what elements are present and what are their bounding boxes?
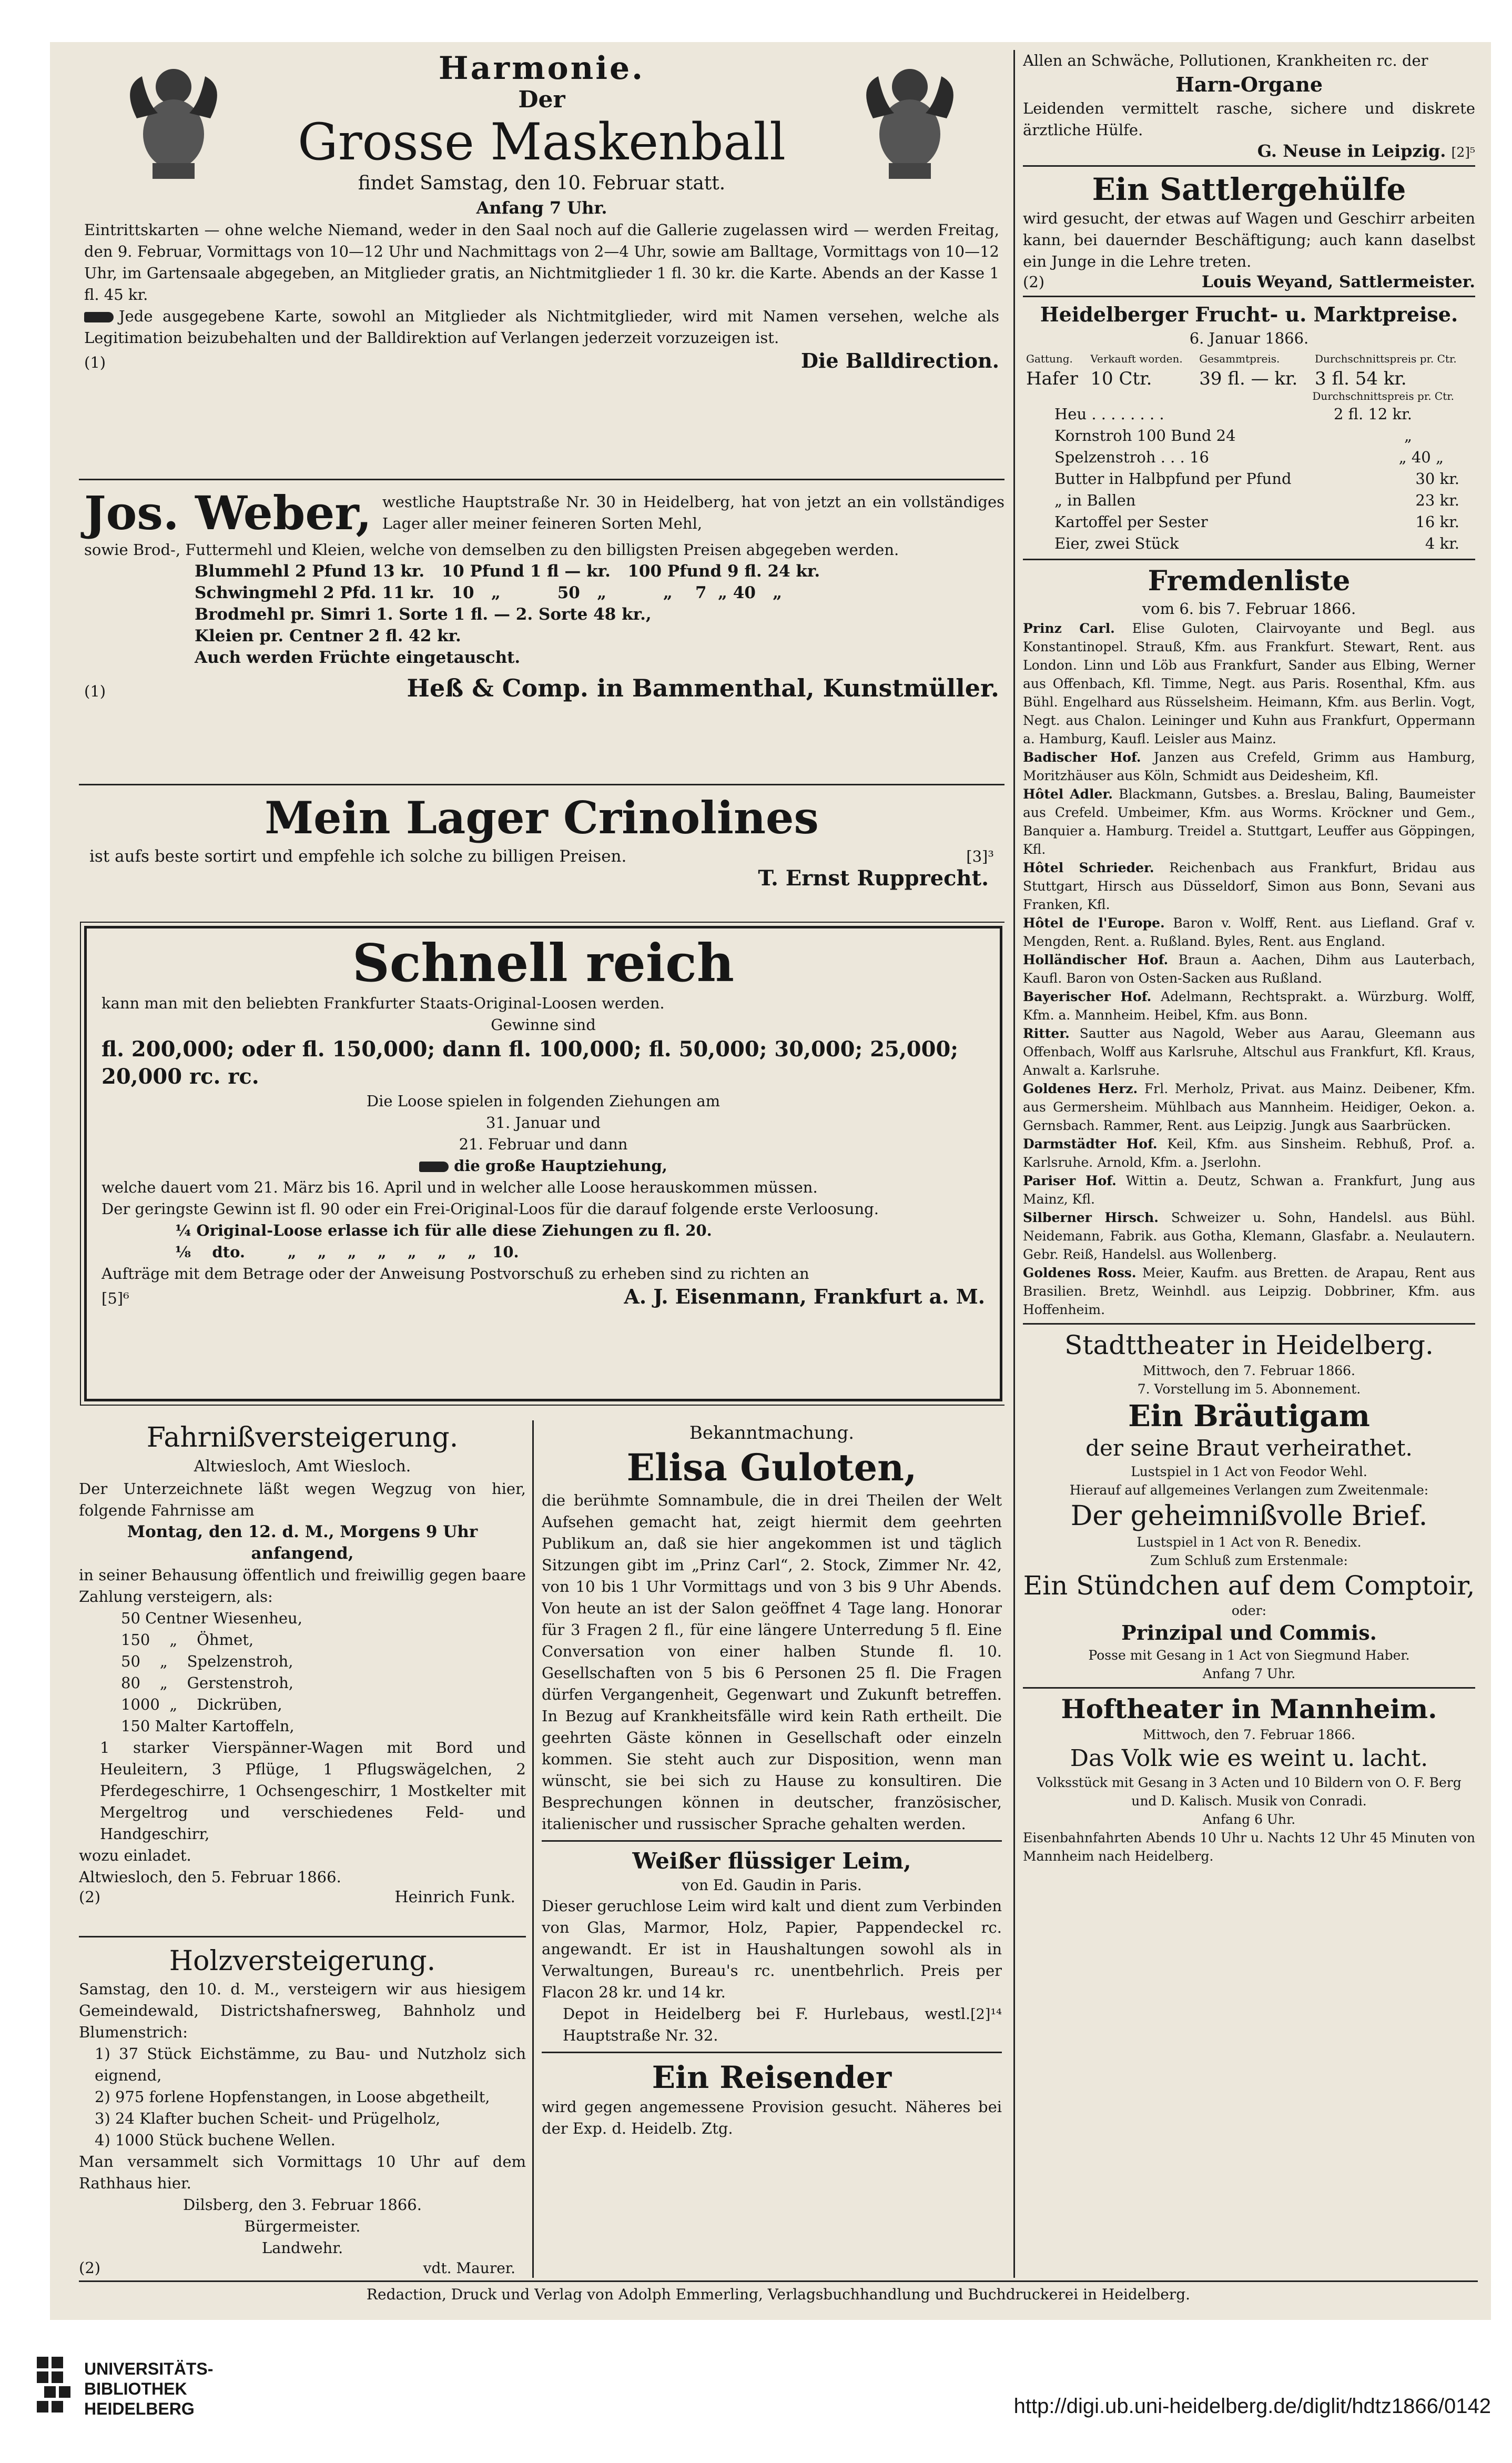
holz-intro: Samstag, den 10. d. M., versteigern wir aus hiesigem Gemeindewald, Districtshafnersweg, Bahnholz und Blumenstrich: bbox=[79, 1980, 526, 2041]
source-url[interactable]: http://digi.ub.uni-heidelberg.de/diglit/hdtz1866/0142 bbox=[1013, 2395, 1491, 2418]
fremden-hotel: Badischer Hof. bbox=[1023, 750, 1141, 765]
harmonie-headline: Grosse Maskenball bbox=[298, 113, 786, 171]
fremden-guests: Adelmann, Rechtsprakt. a. Würzburg. Wolff, Kfm. a. Mannheim. Heibel, Kfm. aus Bonn. bbox=[1023, 989, 1475, 1023]
schnell-loose1: ¼ Original-Loose erlasse ich für alle diese Ziehungen zu fl. 20. bbox=[175, 1222, 712, 1239]
harn-headline: Harn-Organe bbox=[1175, 73, 1323, 96]
holz-item: 3) 24 Klafter buchen Scheit- und Prügelholz, bbox=[95, 2109, 441, 2127]
markt-cell: Hafer bbox=[1026, 368, 1078, 389]
divider bbox=[79, 1936, 526, 1937]
markt-price: 23 kr. bbox=[1415, 491, 1459, 509]
harmonie-note bbox=[79, 306, 1004, 349]
library-footer bbox=[0, 2325, 1512, 2463]
library-name-line: UNIVERSITÄTS- bbox=[84, 2359, 214, 2378]
fahrnis-body: in seiner Behausung öffentlich und freiwillig gegen baare Zahlung versteigern, als: bbox=[79, 1566, 526, 1606]
fahrnis-title: Fahrnißversteigerung. bbox=[146, 1422, 459, 1453]
fremden-guests: Elise Guloten, Clairvoyante und Begl. aus Konstantinopel. Strauß, Kfm. aus Frankfurt. Stewart, Rent. aus London. Linn und Löb aus Frankfurt, Sander aus Elbing, Werner aus Offenbach, Kfl. Timme, Negt. aus Paris. Rosenthal, Kfm. aus Bühl. Engelhard aus Rüsselsheim. Heimann, Kfm. aus Berlin. Vogt, Negt. aus Chalon. Leininger und Kuhn aus Frankfurt, Oppermann a. Hamburg, Kaufl. Leisler aus Mainz. bbox=[1023, 621, 1475, 746]
stadttheater-play2c: Lustspiel in 1 Act von R. Benedix. bbox=[1136, 1535, 1362, 1550]
weber-price-line: Kleien pr. Centner 2 fl. 42 kr. bbox=[195, 627, 461, 645]
schnell-reich-ad bbox=[84, 926, 1002, 1401]
fremden-hotel: Hôtel Adler. bbox=[1023, 786, 1113, 802]
markt-item: Butter in Halbpfund per Pfund bbox=[1054, 470, 1292, 488]
library-name-line: HEIDELBERG bbox=[84, 2399, 195, 2418]
fremden-guests: Sautter aus Nagold, Weber aus Aarau, Gleemann aus Offenbach, Wolff aus Karlsruhe, Altschul aus Frankfurt, Kfl. Kraus, Anwalt a. Karlsruhe. bbox=[1023, 1026, 1475, 1078]
schnell-gewinne: Gewinne sind bbox=[491, 1016, 596, 1034]
leim-num: [2]¹⁴ bbox=[970, 2006, 1002, 2023]
fremden-hotel: Goldenes Herz. bbox=[1023, 1081, 1138, 1096]
fahrnis-dateline: Altwiesloch, den 5. Februar 1866. bbox=[79, 1868, 341, 1886]
stadttheater-play3: Ein Stündchen auf dem Comptoir, bbox=[1023, 1570, 1475, 1601]
markt-price: 2 fl. 12 kr. bbox=[1333, 405, 1412, 423]
markt-price: 4 kr. bbox=[1425, 534, 1459, 552]
stadttheater-zum: Zum Schluß zum Erstenmale: bbox=[1150, 1553, 1348, 1568]
pointing-hand-icon bbox=[84, 312, 114, 322]
weber-price-line: Blummehl 2 Pfund 13 kr. 10 Pfund 1 fl — kr. 100 Pfund 9 fl. 24 kr. bbox=[195, 562, 820, 581]
right-column bbox=[1023, 50, 1475, 2280]
fahrnis-date: Montag, den 12. d. M., Morgens 9 Uhr anfangend, bbox=[127, 1522, 478, 1563]
fremden-entry bbox=[1023, 1172, 1475, 1208]
markt-date: 6. Januar 1866. bbox=[1189, 329, 1309, 347]
weber-price-list bbox=[79, 561, 1004, 669]
schnell-date2: 21. Februar und dann bbox=[459, 1135, 628, 1153]
fremden-hotel: Goldenes Ross. bbox=[1023, 1265, 1136, 1280]
fremden-entry bbox=[1023, 1264, 1475, 1319]
sattler-body: wird gesucht, der etwas auf Wagen und Geschirr arbeiten kann, bei dauernder Beschäftigung; auch kann daselbst ein Junge in die Lehre treten. bbox=[1023, 209, 1475, 270]
holz-item: 1) 37 Stück Eichstämme, zu Bau- und Nutzholz sich eignend, bbox=[95, 2045, 526, 2084]
leim-headline: Weißer flüssiger Leim, bbox=[632, 1848, 911, 1874]
fremden-guests: Frl. Merholz, Privat. aus Mainz. Deibener, Kfm. aus Germersheim. Mühlbach aus Mannheim. Heidiger, Oekon. a. Gernsbach. Rammer, Rent. aus Leipzig. Jungk aus Saarbrücken. bbox=[1023, 1081, 1475, 1133]
hoftheater-anfang: Anfang 6 Uhr. bbox=[1202, 1812, 1296, 1827]
crinolines-num: [3]³ bbox=[966, 847, 994, 865]
schnell-ziehungen: Die Loose spielen in folgenden Ziehungen am bbox=[366, 1092, 721, 1110]
markt-cell: 3 fl. 54 kr. bbox=[1315, 368, 1407, 389]
holz-dateline: Dilsberg, den 3. Februar 1866. bbox=[183, 2196, 422, 2214]
divider bbox=[542, 1840, 1002, 1842]
cherub-right-icon bbox=[857, 55, 962, 187]
harmonie-date: findet Samstag, den 10. Februar statt. bbox=[358, 173, 726, 194]
library-name-line: BIBLIOTHEK bbox=[84, 2379, 187, 2398]
fahrnis-items2: 1 starker Vierspänner-Wagen mit Bord und Heuleitern, 3 Pflüge, 1 Pflugswägelchen, 2 Pferdegeschirre, 1 Ochsengeschirr, 1 Mostkelter mit Mergeltrog und verschiedenes Feld- und Handgeschirr, bbox=[100, 1739, 526, 1843]
schnell-headline: Schnell reich bbox=[352, 933, 734, 994]
harmonie-num: (1) bbox=[84, 354, 106, 371]
divider bbox=[79, 784, 1004, 785]
divider bbox=[542, 2052, 1002, 2053]
fremden-guests: Schweizer u. Sohn, Handelsl. aus Bühl. Neidemann, Fabrik. aus Gotha, Klemann, Glasfabr. a. Neulautern. Gebr. Reiß, Handelsl. aus Wollenberg. bbox=[1023, 1210, 1475, 1262]
harmonie-title: Harmonie. bbox=[438, 50, 645, 87]
left-subcolumn-b bbox=[542, 1420, 1002, 2283]
harn-sign bbox=[1257, 141, 1475, 161]
markt-head: Verkauft worden. bbox=[1090, 352, 1183, 365]
stadttheater-headline: Stadttheater in Heidelberg. bbox=[1064, 1330, 1434, 1360]
schnell-num: [5]⁶ bbox=[102, 1289, 129, 1307]
harmonie-der: Der bbox=[518, 86, 565, 113]
schnell-body: kann man mit den beliebten Frankfurter Staats-Original-Loosen werden. bbox=[102, 994, 665, 1012]
markt-item: Spelzenstroh . . . 16 bbox=[1054, 448, 1209, 466]
markt-head: Gattung. bbox=[1026, 352, 1073, 365]
markt-price: 16 kr. bbox=[1415, 513, 1459, 531]
holz-office: Bürgermeister. bbox=[244, 2217, 361, 2235]
weber-sign: Heß & Comp. in Bammenthal, Kunstmüller. bbox=[407, 674, 999, 702]
crinolines-sign: T. Ernst Rupprecht. bbox=[758, 866, 989, 891]
harn-body: Leidenden vermittelt rasche, sichere und diskrete ärztliche Hülfe. bbox=[1023, 99, 1475, 139]
crinolines-headline: Mein Lager Crinolines bbox=[265, 792, 819, 844]
leim-body: Dieser geruchlose Leim wird kalt und dient zum Verbinden von Glas, Marmor, Holz, Papier, Pappendeckel rc. angewandt. Er ist in Haushaltungen sowohl als in Verwaltungen, Bureau's rc. unentbehrlich. Preis per Flacon 28 kr. und 14 kr. bbox=[542, 1897, 1002, 2001]
weber-price-line: Auch werden Früchte eingetauscht. bbox=[195, 648, 521, 667]
hoftheater-desc: Volksstück mit Gesang in 3 Acten und 10 Bildern von O. F. Berg und D. Kalisch. Musik von Conradi. bbox=[1037, 1775, 1462, 1809]
reisender-body: wird gegen angemessene Provision gesucht. Näheres bei der Exp. d. Heidelb. Ztg. bbox=[542, 2098, 1002, 2137]
hoftheater-date: Mittwoch, den 7. Februar 1866. bbox=[1143, 1727, 1355, 1742]
markt-cell: 39 fl. — kr. bbox=[1199, 368, 1298, 389]
fremden-list bbox=[1023, 619, 1475, 1319]
left-subcolumn-a bbox=[79, 1420, 526, 2283]
divider bbox=[1023, 1687, 1475, 1689]
stadttheater-play1c: Lustspiel in 1 Act von Feodor Wehl. bbox=[1131, 1464, 1367, 1479]
schnell-geringste: Der geringste Gewinn ist fl. 90 oder ein Frei-Original-Loos für die darauf folgende erste Verloosung. bbox=[102, 1200, 879, 1218]
schnell-haupt-text: die große Hauptziehung, bbox=[454, 1157, 667, 1175]
schnell-prizes: fl. 200,000; oder fl. 150,000; dann fl. 100,000; fl. 50,000; 30,000; 25,000; 20,000 rc. rc. bbox=[102, 1037, 959, 1089]
schnell-loose2: ⅛ dto. „ „ „ „ „ „ „ 10. bbox=[175, 1243, 519, 1261]
holz-title: Holzversteigerung. bbox=[169, 1945, 436, 1977]
fremden-entry bbox=[1023, 951, 1475, 987]
left-column bbox=[79, 50, 1004, 1423]
leim-by: von Ed. Gaudin in Paris. bbox=[682, 1876, 862, 1894]
fremden-guests: Meier, Kaufm. aus Bretten. de Arapau, Rent aus Brasilien. Bretz, Weinhdl. aus Leipzig. Dobbriner, Kfm. aus Hoffenheim. bbox=[1023, 1265, 1475, 1317]
fahrnis-num: (2) bbox=[79, 1888, 101, 1906]
fremden-guests: Janzen aus Crefeld, Grimm aus Hamburg, Moritzhäuser aus Köln, Schmidt aus Deidesheim, Kfl. bbox=[1023, 750, 1475, 783]
markt-cell: 10 Ctr. bbox=[1090, 368, 1152, 389]
stadttheater-date: Mittwoch, den 7. Februar 1866. bbox=[1143, 1363, 1355, 1378]
fremden-guests: Keil, Kfm. aus Sinsheim. Rebhuß, Prof. a. Karlsruhe. Arnold, Kfm. a. Jserlohn. bbox=[1023, 1136, 1475, 1170]
weber-ad bbox=[79, 487, 1004, 781]
fahrnis-item: 150 Malter Kartoffeln, bbox=[121, 1717, 295, 1735]
fremden-entry bbox=[1023, 785, 1475, 859]
stadttheater-play2: Der geheimnißvolle Brief. bbox=[1070, 1500, 1428, 1532]
markt-item: Kartoffel per Sester bbox=[1054, 513, 1208, 531]
fremden-entry bbox=[1023, 1079, 1475, 1135]
fremden-headline: Fremdenliste bbox=[1148, 565, 1351, 597]
fremden-guests: Wittin a. Deutz, Schwan a. Frankfurt, Jung aus Mainz, Kfl. bbox=[1023, 1173, 1475, 1207]
schnell-date1: 31. Januar und bbox=[486, 1114, 601, 1132]
reisender-headline: Ein Reisender bbox=[652, 2060, 892, 2095]
guloten-label: Bekanntmachung. bbox=[689, 1422, 855, 1444]
weber-intro: westliche Hauptstraße Nr. 30 in Heidelberg, hat von jetzt an ein vollständiges Lager aller meiner feineren Sorten Mehl, bbox=[382, 493, 1004, 532]
hoftheater-headline: Hoftheater in Mannheim. bbox=[1061, 1693, 1437, 1724]
fremden-guests: Reichenbach aus Frankfurt, Bridau aus Stuttgart, Hirsch aus Düsseldorf, Simon aus Bonn, Sevani aus Franken, Kfl. bbox=[1023, 860, 1475, 912]
fremden-entry bbox=[1023, 914, 1475, 951]
sattler-sign: Louis Weyand, Sattlermeister. bbox=[1202, 272, 1475, 291]
crinolines-body: ist aufs beste sortirt und empfehle ich solche zu billigen Preisen. bbox=[89, 847, 627, 866]
fremden-hotel: Ritter. bbox=[1023, 1026, 1070, 1041]
harmonie-note-text: Jede ausgegebene Karte, sowohl an Mitglieder als Nichtmitglieder, wird mit Namen versehen, welche als Legitimation beizubehalten und der Balldirektion auf Verlangen jederzeit vorzuzeigen ist. bbox=[84, 307, 999, 347]
fahrnis-item: 150 „ Öhmet, bbox=[121, 1631, 254, 1649]
harmonie-signoff bbox=[79, 349, 1004, 372]
fremden-entry bbox=[1023, 748, 1475, 785]
divider bbox=[1023, 1323, 1475, 1325]
weber-price-line: Brodmehl pr. Simri 1. Sorte 1 fl. — 2. Sorte 48 kr., bbox=[195, 605, 652, 624]
fremden-hotel: Silberner Hirsch. bbox=[1023, 1210, 1159, 1225]
fremden-entry bbox=[1023, 1208, 1475, 1264]
cherub-left-icon bbox=[121, 55, 226, 187]
sattler-headline: Ein Sattlergehülfe bbox=[1092, 171, 1406, 207]
harmonie-body: Eintrittskarten — ohne welche Niemand, weder in den Saal noch auf die Gallerie zugelassen wird — werden Freitag, den 9. Februar, Vormittags von 10—12 Uhr und Nachmittags von 2—4 Uhr, sowie am Balltage, Vormittags von 10—12 Uhr, im Gartensaale abgegeben, an Mitglieder gratis, an Nichtmitglieder 1 fl. 30 kr. die Karte. Abends an der Kasse 1 fl. 45 kr. bbox=[84, 221, 999, 304]
markt-price: 30 kr. bbox=[1415, 470, 1459, 488]
divider bbox=[1023, 165, 1475, 167]
sattler-num: (2) bbox=[1023, 273, 1045, 291]
markt-price: „ bbox=[1404, 427, 1412, 445]
column-rule bbox=[1013, 50, 1015, 2278]
weber-price-line: Schwingmehl 2 Pfd. 11 kr. 10 „ 50 „ „ 7 „ 40 „ bbox=[195, 583, 783, 602]
stadttheater-play1b: der seine Braut verheirathet. bbox=[1085, 1435, 1413, 1461]
column-rule bbox=[532, 1420, 534, 2278]
stadttheater-anfang: Anfang 7 Uhr. bbox=[1202, 1666, 1296, 1681]
fremden-entry bbox=[1023, 987, 1475, 1024]
fahrnis-place: Altwiesloch, Amt Wiesloch. bbox=[194, 1457, 411, 1476]
fahrnis-sign: Heinrich Funk. bbox=[394, 1888, 515, 1906]
schnell-haupt-body: welche dauert vom 21. März bis 16. April und in welcher alle Loose herauskommen müssen. bbox=[102, 1178, 818, 1196]
fahrnis-item: 1000 „ Dickrüben, bbox=[121, 1695, 282, 1713]
weber-body: sowie Brod-, Futtermehl und Kleien, welche von demselben zu den billigsten Preisen abgegeben werden. bbox=[84, 541, 899, 559]
markt-head: Durchschnittspreis pr. Ctr. bbox=[1315, 352, 1457, 365]
harn-sign-text: G. Neuse in Leipzig. bbox=[1257, 141, 1446, 161]
fremden-hotel: Prinz Carl. bbox=[1023, 621, 1115, 636]
fremden-guests: Braun a. Aachen, Dihm aus Lauterbach, Kaufl. Baron von Osten-Sacken aus Rußland. bbox=[1023, 952, 1475, 986]
fremden-entry bbox=[1023, 619, 1475, 748]
weber-signoff bbox=[79, 674, 1004, 702]
fremden-hotel: Darmstädter Hof. bbox=[1023, 1136, 1158, 1152]
guloten-body: die berühmte Somnambule, die in drei Theilen der Welt Aufsehen gemacht hat, zeigt hiermit dem geehrten Publikum an, daß sie hier angekommen ist und täglich Sitzungen gibt im „Prinz Carl“, 2. Stock, Zimmer Nr. 42, von 10 bis 1 Uhr Vormittags und von 3 bis 9 Uhr Abends. Von heute an ist der Salon geöffnet 4 Tage lang. Honorar für 3 Fragen 2 fl., für eine längere Unterredung 5 fl. Eine Conversation von einer halben Stunde fl. 10. Gesellschaften von 5 bis 6 Personen 25 fl. Die Fragen dürfen Vergangenheit, Gegenwart und Zukunft betreffen. In Bezug auf Krankheitsfälle wird kein Rath ertheilt. Die geehrten Gäste können in Gesellschaft oder einzeln kommen. Sie steht auch zur Disposition, wenn man wünscht, sie bei sich zu Hause zu konsultiren. Die Besprechungen können in deutscher, französischer, italienischer und russischer Sprache gehalten werden. bbox=[542, 1491, 1002, 1833]
fremden-hotel: Pariser Hof. bbox=[1023, 1173, 1117, 1188]
markt-head: Gesammtpreis. bbox=[1199, 352, 1280, 365]
weber-num: (1) bbox=[84, 682, 106, 700]
stadttheater-play3c: Posse mit Gesang in 1 Act von Siegmund Haber. bbox=[1088, 1648, 1410, 1663]
fremden-hotel: Hôtel de l'Europe. bbox=[1023, 915, 1165, 931]
fahrnis-item: 50 „ Spelzenstroh, bbox=[121, 1652, 293, 1670]
markt-item: „ in Ballen bbox=[1054, 491, 1136, 509]
harmonie-start: Anfang 7 Uhr. bbox=[476, 198, 607, 218]
crinolines-ad bbox=[79, 789, 1004, 915]
guloten-headline: Elisa Guloten, bbox=[626, 1446, 917, 1489]
hoftheater-play: Das Volk wie es weint u. lacht. bbox=[1070, 1745, 1428, 1772]
harn-num: [2]⁵ bbox=[1451, 145, 1475, 160]
holz-num: (2) bbox=[79, 2259, 101, 2277]
weber-name: Jos. Weber, bbox=[84, 486, 372, 540]
markt-list bbox=[1023, 403, 1475, 554]
library-name bbox=[84, 2359, 213, 2419]
harn-line1: Allen an Schwäche, Pollutionen, Krankheiten rc. der bbox=[1023, 52, 1428, 69]
holz-mayor: Landwehr. bbox=[261, 2239, 343, 2257]
fremden-guests: Blackmann, Gutsbes. a. Breslau, Baling, Baumeister aus Crefeld. Umbeimer, Kfm. aus Worms. Kröckner und Gem., Banquier a. Hamburg. Treidel a. Stuttgart, Leuffer aus Göppingen, Kfl. bbox=[1023, 786, 1475, 857]
fahrnis-invite: wozu einladet. bbox=[79, 1846, 191, 1864]
divider bbox=[79, 479, 1004, 480]
harmonie-sign: Die Balldirection. bbox=[801, 349, 999, 372]
holz-item: 2) 975 forlene Hopfenstangen, in Loose abgetheilt, bbox=[95, 2088, 490, 2106]
divider bbox=[1023, 559, 1475, 560]
markt-price: „ 40 „ bbox=[1398, 448, 1444, 466]
stadttheater-hierauf: Hierauf auf allgemeines Verlangen zum Zweitenmale: bbox=[1069, 1482, 1429, 1498]
hoftheater-bahn: Eisenbahnfahrten Abends 10 Uhr u. Nachts 12 Uhr 45 Minuten von Mannheim nach Heidelberg. bbox=[1023, 1830, 1475, 1864]
schnell-haupt bbox=[102, 1155, 985, 1177]
markt-sub: Durchschnittspreis pr. Ctr. bbox=[1312, 390, 1454, 402]
fremden-entry bbox=[1023, 1135, 1475, 1172]
stadttheater-play1: Ein Bräutigam bbox=[1128, 1399, 1370, 1434]
markt-item: Heu . . . . . . . . bbox=[1054, 405, 1164, 423]
imprint: Redaction, Druck und Verlag von Adolph Emmerling, Verlagsbuchhandlung und Buchdruckerei in Heidelberg. bbox=[366, 2286, 1191, 2303]
fremden-hotel: Bayerischer Hof. bbox=[1023, 989, 1152, 1004]
fremden-date: vom 6. bis 7. Februar 1866. bbox=[1142, 600, 1356, 618]
fremden-guests: Baron v. Wolff, Rent. aus Liefland. Graf v. Mengden, Rent. a. Rußland. Byles, Rent. aus England. bbox=[1023, 915, 1475, 949]
fremden-entry bbox=[1023, 1024, 1475, 1079]
fahrnis-item: 80 „ Gerstenstroh, bbox=[121, 1674, 293, 1692]
leim-depot: Depot in Heidelberg bei F. Hurlebaus, westl. Hauptstraße Nr. 32. bbox=[563, 2005, 971, 2044]
fremden-entry bbox=[1023, 859, 1475, 914]
fremden-hotel: Hôtel Schrieder. bbox=[1023, 860, 1154, 875]
divider bbox=[1023, 296, 1475, 297]
harmonie-ad bbox=[79, 50, 1004, 481]
fahrnis-item: 50 Centner Wiesenheu, bbox=[121, 1609, 302, 1627]
schnell-auftraege: Aufträge mit dem Betrage oder der Anweisung Postvorschuß zu erheben sind zu richten an bbox=[102, 1265, 809, 1283]
stadttheater-vorst: 7. Vorstellung im 5. Abonnement. bbox=[1137, 1381, 1361, 1397]
holz-vdt: vdt. Maurer. bbox=[423, 2259, 515, 2277]
fremden-hotel: Holländischer Hof. bbox=[1023, 952, 1169, 967]
stadttheater-play3b: Prinzipal und Commis. bbox=[1121, 1621, 1377, 1644]
holz-meet: Man versammelt sich Vormittags 10 Uhr auf dem Rathhaus hier. bbox=[79, 2153, 526, 2192]
markt-item: Eier, zwei Stück bbox=[1054, 534, 1179, 552]
imprint-rule bbox=[79, 2280, 1478, 2282]
markt-headline: Heidelberger Frucht- u. Marktpreise. bbox=[1040, 302, 1458, 326]
stadttheater-oder: oder: bbox=[1231, 1603, 1267, 1618]
holz-item: 4) 1000 Stück buchene Wellen. bbox=[95, 2131, 336, 2149]
markt-item: Kornstroh 100 Bund 24 bbox=[1054, 427, 1236, 445]
markt-table bbox=[1023, 349, 1475, 389]
schnell-sign: A. J. Eisenmann, Frankfurt a. M. bbox=[624, 1285, 985, 1308]
pointing-hand-icon bbox=[419, 1162, 449, 1172]
fahrnis-intro: Der Unterzeichnete läßt wegen Wegzug von hier, folgende Fahrnisse am bbox=[79, 1480, 526, 1519]
